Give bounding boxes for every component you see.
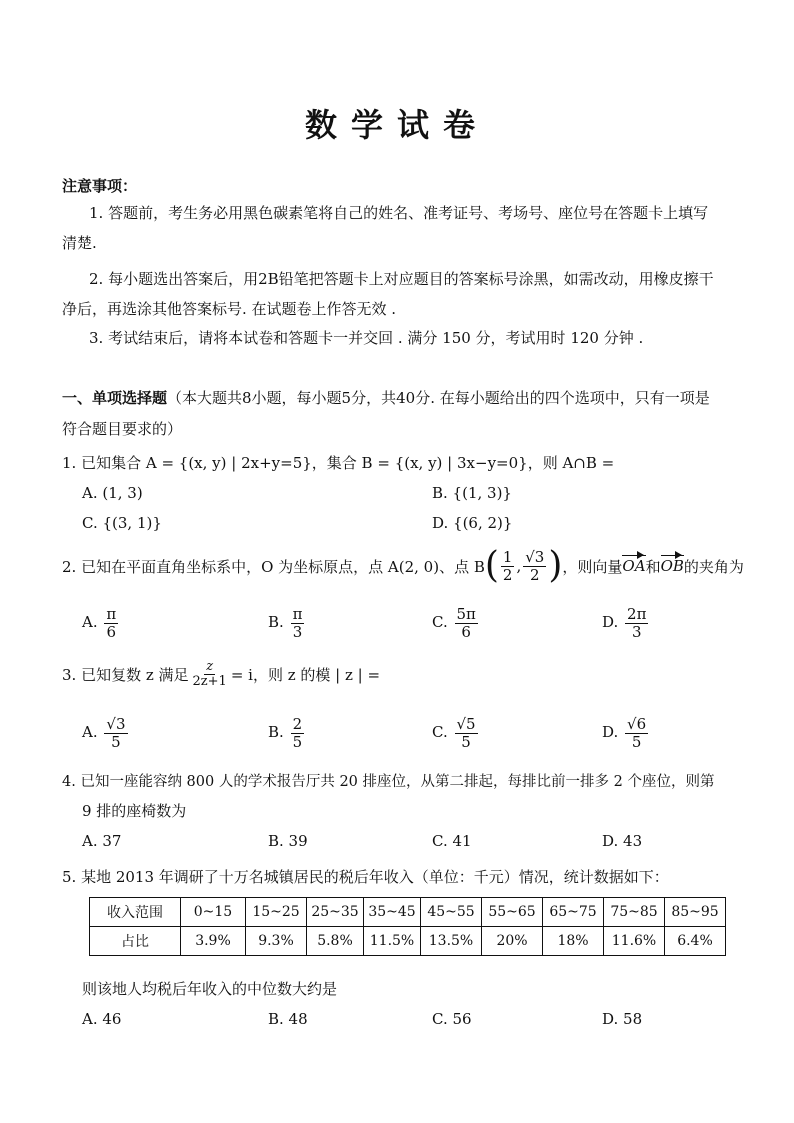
- table-cell: 5.8%: [307, 927, 364, 956]
- q3-stem-b: = i，则 z 的模 | z | =: [230, 666, 381, 685]
- table-cell: 15~25: [246, 898, 307, 927]
- table-cell: 占比: [90, 927, 181, 956]
- q2-option-b: [268, 606, 306, 640]
- option-den: 5: [461, 732, 471, 751]
- vector-ob: OB: [660, 557, 684, 575]
- q3-stem-a: 3. 已知复数 z 满足: [62, 666, 189, 685]
- table-cell: 0~15: [181, 898, 246, 927]
- option-num: √6: [627, 715, 647, 733]
- q4-option-d: D. 43: [602, 832, 643, 850]
- paren-right: ): [548, 545, 563, 586]
- paren-left: (: [484, 545, 499, 586]
- q2-stem-c: 的夹角为: [683, 557, 744, 576]
- table-cell: 25~35: [307, 898, 364, 927]
- table-cell: 75~85: [604, 898, 665, 927]
- q2-option-c: [432, 606, 480, 640]
- question-5-stem: 5. 某地 2013 年调研了十万名城镇居民的税后年收入（单位：千元）情况，统计数据如下：: [62, 868, 669, 886]
- option-den: 6: [106, 622, 117, 641]
- option-label: A.: [82, 613, 98, 631]
- table-cell: 11.6%: [604, 927, 665, 956]
- table-cell: 3.9%: [181, 927, 246, 956]
- q3-frac-num: z: [206, 659, 214, 674]
- q1-option-d: D. {(6, 2)}: [432, 514, 513, 532]
- option-num: 2π: [627, 605, 647, 623]
- option-label: C.: [432, 613, 448, 631]
- q5-option-a: A. 46: [82, 1010, 122, 1028]
- q2-b-x-den: 2: [502, 565, 513, 584]
- q2-and: 和: [645, 557, 661, 576]
- table-cell: 收入范围: [90, 898, 181, 927]
- question-2-stem: [62, 545, 744, 586]
- q2-b-x-num: 1: [502, 548, 513, 566]
- table-cell: 35~45: [364, 898, 421, 927]
- q5-option-c: C. 56: [432, 1010, 472, 1028]
- q1-option-b: B. {(1, 3)}: [432, 484, 512, 502]
- q3-option-a: [82, 716, 130, 750]
- q2-b-y: [523, 549, 546, 583]
- option-den: 3: [631, 622, 642, 641]
- q2-stem-a: 2. 已知在平面直角坐标系中，O 为坐标原点，点 A(2, 0)、点 B: [62, 557, 485, 576]
- section-heading: [62, 387, 710, 408]
- q1-option-a: A. (1, 3): [82, 484, 143, 502]
- option-num: 5π: [456, 605, 476, 623]
- table-cell: 18%: [543, 927, 604, 956]
- section-desc-cont: 符合题目要求的）: [62, 420, 183, 438]
- question-5-follow: 则该地人均税后年收入的中位数大约是: [82, 980, 338, 998]
- section-title: 一、单项选择题: [62, 389, 168, 407]
- table-cell: 6.4%: [665, 927, 726, 956]
- q3-frac-den: 2z+1: [192, 674, 227, 690]
- option-label: D.: [602, 723, 619, 741]
- option-label: C.: [432, 723, 448, 741]
- table-cell: 20%: [482, 927, 543, 956]
- notice-item-1-cont: 清楚.: [62, 234, 97, 252]
- section-desc: （本大题共8小题，每小题5分，共40分. 在每小题给出的四个选项中，只有一项是: [167, 389, 710, 407]
- option-label: B.: [268, 613, 284, 631]
- option-num: √3: [106, 715, 126, 733]
- q4-option-c: C. 41: [432, 832, 472, 850]
- table-cell: 13.5%: [421, 927, 482, 956]
- q4-option-b: B. 39: [268, 832, 308, 850]
- income-table: [89, 897, 726, 956]
- table-cell: 45~55: [421, 898, 482, 927]
- option-den: 5: [631, 732, 642, 751]
- option-den: 5: [292, 732, 303, 751]
- vector-oa: OA: [622, 557, 646, 575]
- option-den: 3: [292, 622, 303, 641]
- question-3-stem: [62, 660, 380, 690]
- option-num: π: [292, 605, 303, 623]
- notice-heading: 注意事项：: [62, 177, 138, 195]
- option-label: B.: [268, 723, 284, 741]
- notice-item-2-cont: 净后，再选涂其他答案标号. 在试题卷上作答无效 .: [62, 300, 397, 318]
- option-den: 5: [111, 732, 121, 751]
- notice-item-2: 2. 每小题选出答案后，用2B铅笔把答题卡上对应题目的答案标号涂黑，如需改动，用橡皮擦干: [89, 270, 714, 288]
- question-4-stem: 4. 已知一座能容纳 800 人的学术报告厅共 20 排座位，从第二排起，每排比前一排多 2 个座位，则第: [62, 774, 715, 790]
- table-cell: 65~75: [543, 898, 604, 927]
- q3-option-b: [268, 716, 306, 750]
- q2-option-a: [82, 606, 120, 640]
- table-row: [90, 898, 726, 927]
- q5-option-b: B. 48: [268, 1010, 308, 1028]
- table-cell: 55~65: [482, 898, 543, 927]
- q2-b-y-num: √3: [525, 548, 545, 566]
- comma: ,: [516, 557, 522, 575]
- q4-option-a: A. 37: [82, 832, 122, 850]
- question-1-stem: 1. 已知集合 A = {(x, y) | 2x+y=5}，集合 B = {(x, y) | 3x−y=0}，则 A∩B =: [62, 454, 615, 472]
- q1-option-c: C. {(3, 1)}: [82, 514, 162, 532]
- option-den: 6: [461, 622, 471, 641]
- question-4-stem-cont: 9 排的座椅数为: [82, 802, 187, 820]
- q2-b-x: [501, 549, 515, 583]
- table-cell: 85~95: [665, 898, 726, 927]
- option-num: π: [106, 605, 117, 623]
- option-label: A.: [82, 723, 98, 741]
- q2-b-y-den: 2: [530, 565, 540, 584]
- notice-item-3: 3. 考试结束后，请将本试卷和答题卡一并交回 . 满分 150 分，考试用时 120 分钟 .: [89, 329, 644, 347]
- option-label: D.: [602, 613, 619, 631]
- q5-option-d: D. 58: [602, 1010, 643, 1028]
- option-num: 2: [292, 715, 303, 733]
- table-cell: 9.3%: [246, 927, 307, 956]
- notice-item-1: 1. 答题前，考生务必用黑色碳素笔将自己的姓名、准考证号、考场号、座位号在答题卡上填写: [89, 204, 709, 222]
- table-row: [90, 927, 726, 956]
- q2-stem-b: ，则向量: [562, 557, 623, 576]
- page-title: 数学试卷: [304, 106, 489, 144]
- table-cell: 11.5%: [364, 927, 421, 956]
- q3-option-d: [602, 716, 650, 750]
- option-num: √5: [456, 715, 476, 733]
- q3-fraction: [191, 660, 229, 690]
- q2-option-d: [602, 606, 650, 640]
- q3-option-c: [432, 716, 480, 750]
